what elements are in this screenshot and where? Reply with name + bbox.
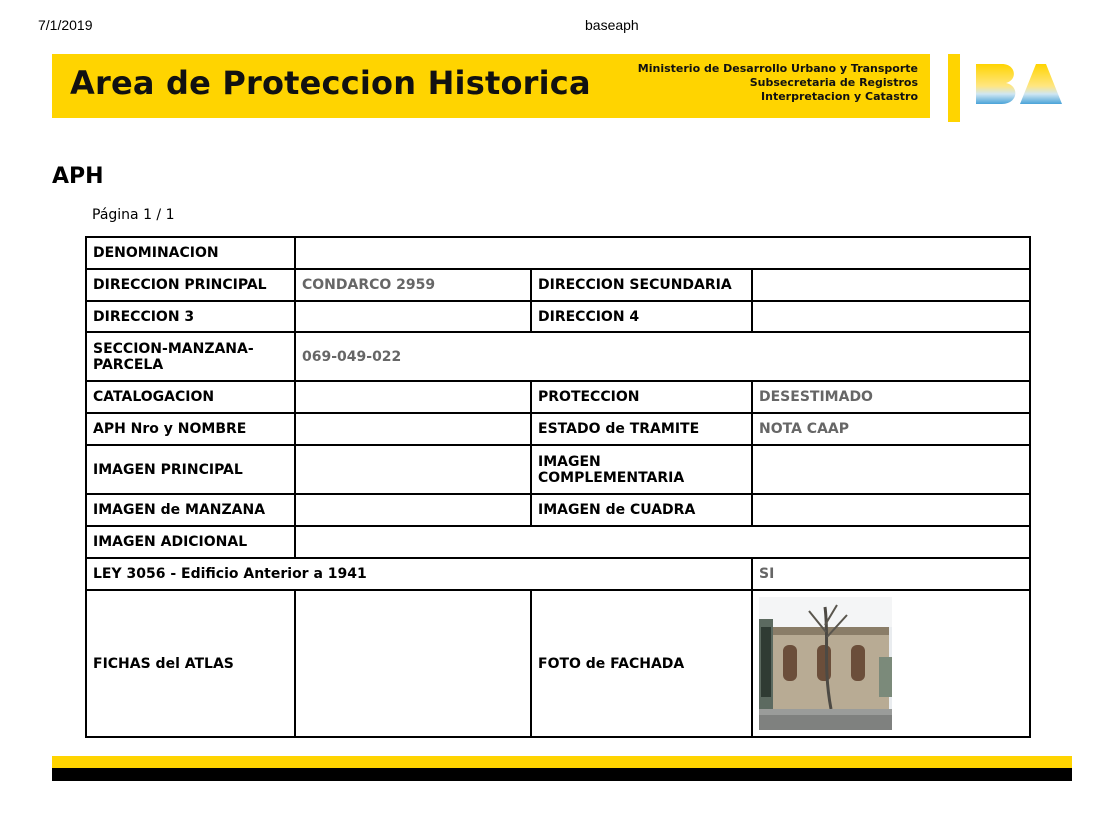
value-catalogacion [295,381,531,413]
value-direccion-principal: CONDARCO 2959 [295,269,531,301]
value-imagen-principal [295,445,531,494]
table-row [86,445,1030,494]
label-aph-nro-nombre: APH Nro y NOMBRE [86,413,295,445]
table-row [86,413,1030,445]
table-row [86,381,1030,413]
table-row [86,269,1030,301]
value-imagen-adicional [295,526,1030,558]
header-banner [52,54,930,118]
value-seccion-manzana-parcela: 069-049-022 [295,332,1030,381]
value-imagen-manzana [295,494,531,526]
value-direccion-secundaria [752,269,1030,301]
value-imagen-cuadra [752,494,1030,526]
value-direccion-4 [752,301,1030,332]
label-direccion-4: DIRECCION 4 [531,301,752,332]
label-imagen-cuadra: IMAGEN de CUADRA [531,494,752,526]
label-imagen-principal: IMAGEN PRINCIPAL [86,445,295,494]
label-proteccion: PROTECCION [531,381,752,413]
banner-subtitle-line: Subsecretaria de Registros [749,76,918,89]
banner-subtitle-line: Ministerio de Desarrollo Urbano y Transporte [637,62,918,75]
value-estado-tramite: NOTA CAAP [752,413,1030,445]
label-denominacion: DENOMINACION [86,237,295,269]
footer-black-bar [52,768,1072,781]
value-aph-nro-nombre [295,413,531,445]
banner-title: Area de Proteccion Historica [70,64,591,102]
label-ley-3056: LEY 3056 - Edificio Anterior a 1941 [86,558,752,590]
table-row [86,332,1030,381]
table-row [86,558,1030,590]
table-row [86,301,1030,332]
label-seccion-manzana-parcela: SECCION-MANZANA-PARCELA [86,332,295,381]
table-row [86,494,1030,526]
banner-subtitle [638,62,918,104]
table-row [86,526,1030,558]
facade-photo [759,597,892,730]
ba-logo [972,58,1064,110]
value-foto-fachada [752,590,1030,737]
value-denominacion [295,237,1030,269]
label-fichas-atlas: FICHAS del ATLAS [86,590,295,737]
label-foto-fachada: FOTO de FACHADA [531,590,752,737]
value-imagen-complementaria [752,445,1030,494]
label-direccion-3: DIRECCION 3 [86,301,295,332]
label-estado-tramite: ESTADO de TRAMITE [531,413,752,445]
record-table [85,236,1031,738]
value-ley-3056: SI [752,558,1030,590]
print-title: baseaph [585,17,639,33]
banner-accent-bar [948,54,960,122]
table-row [86,237,1030,269]
document-heading: APH [52,164,104,189]
label-direccion-principal: DIRECCION PRINCIPAL [86,269,295,301]
print-date: 7/1/2019 [38,17,93,33]
label-catalogacion: CATALOGACION [86,381,295,413]
label-imagen-manzana: IMAGEN de MANZANA [86,494,295,526]
label-imagen-complementaria: IMAGEN COMPLEMENTARIA [531,445,752,494]
label-direccion-secundaria: DIRECCION SECUNDARIA [531,269,752,301]
value-proteccion: DESESTIMADO [752,381,1030,413]
label-imagen-adicional: IMAGEN ADICIONAL [86,526,295,558]
footer-yellow-bar [52,756,1072,768]
value-fichas-atlas [295,590,531,737]
value-direccion-3 [295,301,531,332]
table-row [86,590,1030,737]
page-number: Página 1 / 1 [92,207,175,223]
banner-subtitle-line: Interpretacion y Catastro [761,90,918,103]
